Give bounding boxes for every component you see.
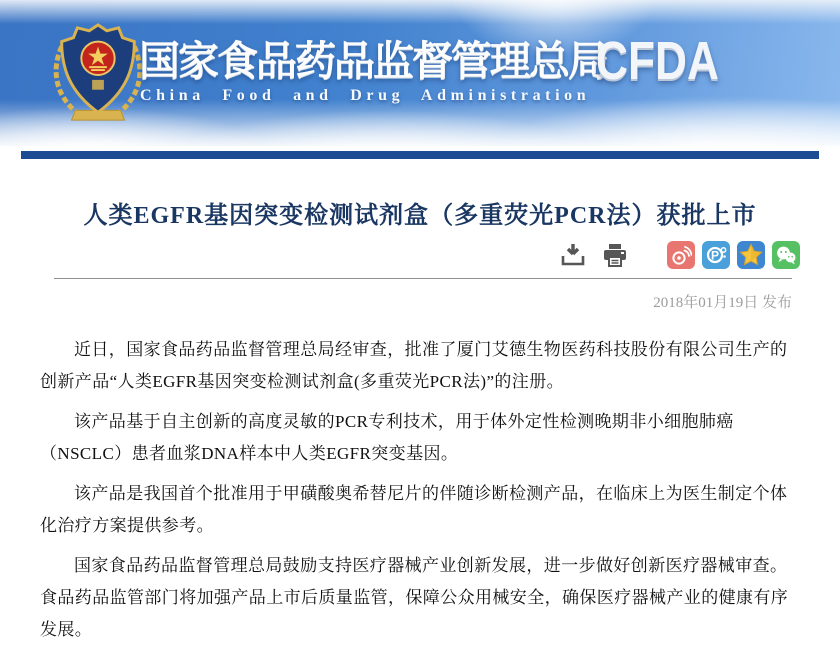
agency-name-en: China Food and Drug Administration — [140, 87, 591, 104]
site-banner — [0, 0, 840, 146]
svg-text:P: P — [710, 248, 720, 263]
printer-icon[interactable] — [602, 242, 628, 268]
article-paragraph: 国家食品药品监督管理总局鼓励支持医疗器械产业创新发展，进一步做好创新医疗器械审查。食品药品监管部门将加强产品上市后质量监管，保障公众用械安全，确保医疗器械产业的健康有序发展。 — [40, 556, 789, 639]
weibo-share-icon[interactable] — [667, 241, 695, 269]
article-title: 人类EGFR基因突变检测试剂盒（多重荧光PCR法）获批上市 — [83, 203, 757, 229]
shield-crest — [92, 80, 104, 90]
download-icon[interactable] — [560, 242, 586, 268]
navy-divider-bar — [21, 151, 819, 159]
article-main — [0, 195, 840, 646]
publish-date: 2018年01月19日 发布 — [653, 295, 792, 311]
article-body — [40, 334, 800, 646]
article-paragraph: 近日，国家食品药品监督管理总局经审查，批准了厦门艾德生物医药科技股份有限公司生产的创新产品“人类EGFR基因突变检测试剂盒(多重荧光PCR法)”的注册。 — [40, 340, 788, 391]
cfda-logo: CFDA — [596, 31, 719, 91]
agency-name-cn: 国家食品药品监督管理总局 — [139, 38, 607, 84]
cfda-shield-emblem — [44, 18, 152, 130]
toolbar-divider — [54, 278, 792, 279]
article-toolbar — [40, 240, 800, 270]
tencent-share-icon[interactable] — [702, 241, 730, 269]
article-paragraph: 该产品是我国首个批准用于甲磺酸奥希替尼片的伴随诊断检测产品，在临床上为医生制定个体化治疗方案提供参考。 — [40, 484, 788, 535]
qzone-share-icon[interactable] — [737, 241, 765, 269]
share-buttons — [660, 241, 800, 269]
article-paragraph: 该产品基于自主创新的高度灵敏的PCR专利技术，用于体外定性检测晚期非小细胞肺癌（NSCLC）患者血浆DNA样本中人类EGFR突变基因。 — [40, 412, 734, 463]
wechat-share-icon[interactable] — [772, 241, 800, 269]
